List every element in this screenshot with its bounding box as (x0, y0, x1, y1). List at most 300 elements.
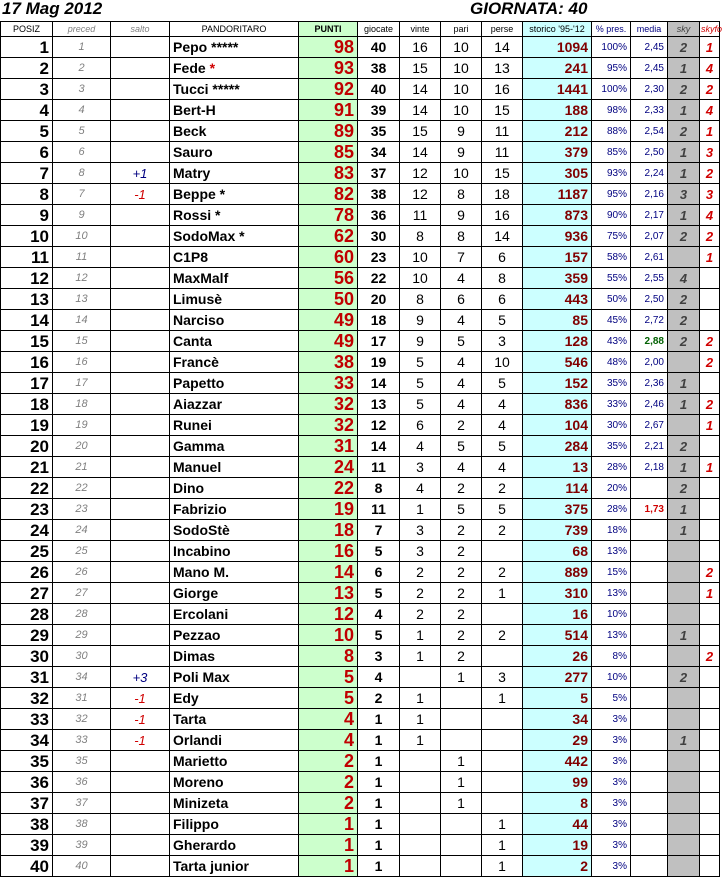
jump-cell (111, 142, 170, 163)
table-row (1, 856, 720, 877)
points-cell: 24 (299, 457, 358, 478)
points-cell: 32 (299, 415, 358, 436)
presence-cell: 35% (592, 373, 631, 394)
sky-cell (668, 583, 700, 604)
storico-cell: 442 (523, 751, 592, 772)
jump-cell (111, 457, 170, 478)
previous-position-cell: 28 (53, 604, 111, 625)
played-cell: 11 (358, 457, 400, 478)
player-name-cell (170, 646, 299, 667)
points-cell: 85 (299, 142, 358, 163)
sky-cell: 1 (668, 394, 700, 415)
player-name-cell (170, 751, 299, 772)
skyfo-cell: 4 (700, 58, 720, 79)
position-cell: 26 (1, 562, 53, 583)
jump-cell (111, 562, 170, 583)
jump-cell (111, 226, 170, 247)
table-row (1, 394, 720, 415)
played-cell: 11 (358, 499, 400, 520)
player-name: Beppe (173, 185, 216, 202)
points-cell: 92 (299, 79, 358, 100)
player-name: Rossi (173, 206, 212, 223)
table-row (1, 58, 720, 79)
sky-cell: 2 (668, 436, 700, 457)
table-row (1, 79, 720, 100)
position-cell: 16 (1, 352, 53, 373)
drawn-cell: 9 (441, 121, 482, 142)
points-cell: 32 (299, 394, 358, 415)
table-row (1, 268, 720, 289)
jump-cell: +3 (111, 667, 170, 688)
jump-cell (111, 793, 170, 814)
position-cell: 15 (1, 331, 53, 352)
col-header-skyfo: skyfo (700, 22, 720, 37)
table-row (1, 37, 720, 58)
won-cell: 15 (400, 121, 441, 142)
points-cell: 62 (299, 226, 358, 247)
table-row (1, 415, 720, 436)
drawn-cell: 2 (441, 520, 482, 541)
played-cell: 36 (358, 205, 400, 226)
storico-cell: 310 (523, 583, 592, 604)
position-cell: 36 (1, 772, 53, 793)
previous-position-cell: 30 (53, 646, 111, 667)
col-header-posiz: POSIZ (1, 22, 53, 37)
points-cell: 49 (299, 331, 358, 352)
played-cell: 4 (358, 667, 400, 688)
points-cell: 78 (299, 205, 358, 226)
average-cell: 2,16 (631, 184, 668, 205)
table-row (1, 667, 720, 688)
lost-cell: 6 (482, 289, 523, 310)
played-cell: 18 (358, 310, 400, 331)
presence-cell: 3% (592, 709, 631, 730)
table-row (1, 646, 720, 667)
lost-cell: 18 (482, 184, 523, 205)
player-name: Fabrizio (173, 500, 227, 517)
drawn-cell (441, 814, 482, 835)
storico-cell: 128 (523, 331, 592, 352)
presence-cell: 85% (592, 142, 631, 163)
won-cell: 1 (400, 625, 441, 646)
presence-cell: 58% (592, 247, 631, 268)
skyfo-cell (700, 499, 720, 520)
sky-cell: 1 (668, 142, 700, 163)
col-header-pres: % pres. (592, 22, 631, 37)
storico-cell: 1441 (523, 79, 592, 100)
presence-cell: 75% (592, 226, 631, 247)
drawn-cell: 1 (441, 751, 482, 772)
presence-cell: 43% (592, 331, 631, 352)
jump-cell (111, 478, 170, 499)
previous-position-cell: 11 (53, 247, 111, 268)
player-name: Canta (173, 332, 212, 349)
points-cell: 56 (299, 268, 358, 289)
sky-cell (668, 793, 700, 814)
lost-cell: 13 (482, 58, 523, 79)
average-cell: 2,50 (631, 142, 668, 163)
previous-position-cell: 9 (53, 205, 111, 226)
position-cell: 10 (1, 226, 53, 247)
storico-cell: 375 (523, 499, 592, 520)
won-cell (400, 835, 441, 856)
sky-cell: 1 (668, 730, 700, 751)
sky-cell: 2 (668, 331, 700, 352)
points-cell: 33 (299, 373, 358, 394)
lost-cell: 15 (482, 163, 523, 184)
col-header-vinte: vinte (400, 22, 441, 37)
player-name: Tarta (173, 710, 207, 727)
points-cell: 1 (299, 856, 358, 877)
average-cell (631, 709, 668, 730)
player-name-cell (170, 457, 299, 478)
position-cell: 11 (1, 247, 53, 268)
presence-cell: 13% (592, 625, 631, 646)
player-name-cell (170, 100, 299, 121)
storico-cell: 29 (523, 730, 592, 751)
storico-cell: 277 (523, 667, 592, 688)
played-cell: 7 (358, 520, 400, 541)
player-name: Tarta junior (173, 857, 249, 874)
sky-cell (668, 415, 700, 436)
position-cell: 27 (1, 583, 53, 604)
won-cell (400, 772, 441, 793)
player-name: Ercolani (173, 605, 229, 622)
presence-cell: 18% (592, 520, 631, 541)
played-cell: 23 (358, 247, 400, 268)
skyfo-cell: 2 (700, 226, 720, 247)
previous-position-cell: 23 (53, 499, 111, 520)
points-cell: 38 (299, 352, 358, 373)
position-cell: 9 (1, 205, 53, 226)
storico-cell: 157 (523, 247, 592, 268)
player-name-cell (170, 373, 299, 394)
sky-cell: 1 (668, 58, 700, 79)
player-name: Tucci (173, 80, 209, 97)
average-cell (631, 562, 668, 583)
position-cell: 30 (1, 646, 53, 667)
storico-cell: 13 (523, 457, 592, 478)
previous-position-cell: 18 (53, 394, 111, 415)
previous-position-cell: 29 (53, 625, 111, 646)
played-cell: 30 (358, 226, 400, 247)
drawn-cell: 2 (441, 415, 482, 436)
lost-cell: 14 (482, 37, 523, 58)
points-cell: 13 (299, 583, 358, 604)
average-cell (631, 856, 668, 877)
played-cell: 39 (358, 100, 400, 121)
player-name-cell (170, 709, 299, 730)
player-name-cell (170, 499, 299, 520)
lost-cell: 5 (482, 373, 523, 394)
jump-cell (111, 583, 170, 604)
table-row (1, 226, 720, 247)
drawn-cell: 9 (441, 205, 482, 226)
average-cell: 2,61 (631, 247, 668, 268)
table-row (1, 730, 720, 751)
drawn-cell: 1 (441, 793, 482, 814)
jump-cell (111, 541, 170, 562)
average-cell: 2,07 (631, 226, 668, 247)
table-row (1, 583, 720, 604)
points-cell: 5 (299, 688, 358, 709)
skyfo-cell: 2 (700, 331, 720, 352)
player-name-cell (170, 331, 299, 352)
drawn-cell: 6 (441, 289, 482, 310)
player-name: MaxMalf (173, 269, 229, 286)
presence-cell: 3% (592, 730, 631, 751)
storico-cell: 889 (523, 562, 592, 583)
lost-cell (482, 793, 523, 814)
storico-cell: 284 (523, 436, 592, 457)
sky-cell (668, 709, 700, 730)
player-name-cell (170, 856, 299, 877)
sky-cell: 1 (668, 100, 700, 121)
skyfo-cell (700, 604, 720, 625)
sky-cell (668, 856, 700, 877)
points-cell: 19 (299, 499, 358, 520)
skyfo-cell: 4 (700, 100, 720, 121)
played-cell: 40 (358, 79, 400, 100)
player-name-cell (170, 268, 299, 289)
table-row (1, 793, 720, 814)
position-cell: 20 (1, 436, 53, 457)
presence-cell: 3% (592, 835, 631, 856)
table-row (1, 499, 720, 520)
average-cell: 2,45 (631, 37, 668, 58)
standings-body (1, 37, 720, 877)
jump-cell: -1 (111, 688, 170, 709)
jump-cell (111, 646, 170, 667)
jump-cell (111, 499, 170, 520)
storico-cell: 152 (523, 373, 592, 394)
lost-cell: 16 (482, 79, 523, 100)
won-cell: 8 (400, 226, 441, 247)
lost-cell (482, 646, 523, 667)
points-cell: 83 (299, 163, 358, 184)
presence-cell: 20% (592, 478, 631, 499)
average-cell (631, 793, 668, 814)
average-cell: 2,45 (631, 58, 668, 79)
header-row (1, 22, 720, 37)
played-cell: 14 (358, 436, 400, 457)
col-header-giocate: giocate (358, 22, 400, 37)
player-name: Mano M. (173, 563, 229, 580)
won-cell (400, 667, 441, 688)
storico-cell: 8 (523, 793, 592, 814)
position-cell: 24 (1, 520, 53, 541)
previous-position-cell: 13 (53, 289, 111, 310)
sky-cell: 2 (668, 310, 700, 331)
sky-cell (668, 835, 700, 856)
player-name: SodoStè (173, 521, 230, 538)
jump-cell (111, 394, 170, 415)
sky-cell: 2 (668, 37, 700, 58)
col-header-punti: PUNTI (299, 22, 358, 37)
player-name-cell (170, 37, 299, 58)
played-cell: 1 (358, 793, 400, 814)
sky-cell: 2 (668, 226, 700, 247)
player-name-cell (170, 541, 299, 562)
storico-cell: 936 (523, 226, 592, 247)
position-cell: 23 (1, 499, 53, 520)
jump-cell: -1 (111, 184, 170, 205)
table-row (1, 625, 720, 646)
jump-cell (111, 604, 170, 625)
table-row (1, 184, 720, 205)
points-cell: 14 (299, 562, 358, 583)
points-cell: 93 (299, 58, 358, 79)
storico-cell: 5 (523, 688, 592, 709)
skyfo-cell: 1 (700, 415, 720, 436)
lost-cell: 1 (482, 688, 523, 709)
drawn-cell (441, 730, 482, 751)
skyfo-cell (700, 856, 720, 877)
player-name: Filippo (173, 815, 219, 832)
player-name: Giorge (173, 584, 219, 601)
storico-cell: 99 (523, 772, 592, 793)
player-stars: ***** (208, 80, 240, 97)
storico-cell: 104 (523, 415, 592, 436)
played-cell: 13 (358, 394, 400, 415)
table-row (1, 121, 720, 142)
jump-cell (111, 310, 170, 331)
player-name: C1P8 (173, 248, 209, 265)
lost-cell: 2 (482, 478, 523, 499)
average-cell: 2,17 (631, 205, 668, 226)
sky-cell: 1 (668, 457, 700, 478)
points-cell: 18 (299, 520, 358, 541)
points-cell: 31 (299, 436, 358, 457)
won-cell: 1 (400, 709, 441, 730)
played-cell: 37 (358, 163, 400, 184)
skyfo-cell: 2 (700, 352, 720, 373)
lost-cell: 8 (482, 268, 523, 289)
won-cell: 3 (400, 457, 441, 478)
storico-cell: 241 (523, 58, 592, 79)
table-row (1, 457, 720, 478)
average-cell (631, 688, 668, 709)
player-name: Dino (173, 479, 205, 496)
storico-cell: 546 (523, 352, 592, 373)
sky-cell: 3 (668, 184, 700, 205)
position-cell: 22 (1, 478, 53, 499)
won-cell: 4 (400, 478, 441, 499)
position-cell: 21 (1, 457, 53, 478)
won-cell: 3 (400, 541, 441, 562)
player-name: Dimas (173, 647, 216, 664)
drawn-cell: 2 (441, 625, 482, 646)
skyfo-cell: 2 (700, 562, 720, 583)
drawn-cell: 2 (441, 562, 482, 583)
player-name-cell (170, 730, 299, 751)
points-cell: 5 (299, 667, 358, 688)
played-cell: 14 (358, 373, 400, 394)
position-cell: 33 (1, 709, 53, 730)
played-cell: 3 (358, 646, 400, 667)
sky-cell: 1 (668, 373, 700, 394)
position-cell: 37 (1, 793, 53, 814)
table-row (1, 562, 720, 583)
drawn-cell: 5 (441, 436, 482, 457)
average-cell: 2,21 (631, 436, 668, 457)
player-name: Narciso (173, 311, 225, 328)
position-cell: 28 (1, 604, 53, 625)
jump-cell (111, 100, 170, 121)
skyfo-cell: 1 (700, 247, 720, 268)
table-row (1, 688, 720, 709)
position-cell: 8 (1, 184, 53, 205)
player-name: Pezzao (173, 626, 221, 643)
won-cell: 2 (400, 583, 441, 604)
skyfo-cell: 2 (700, 646, 720, 667)
storico-cell: 212 (523, 121, 592, 142)
player-name-cell (170, 814, 299, 835)
jump-cell (111, 436, 170, 457)
points-cell: 49 (299, 310, 358, 331)
position-cell: 40 (1, 856, 53, 877)
jump-cell (111, 856, 170, 877)
played-cell: 22 (358, 268, 400, 289)
won-cell: 15 (400, 58, 441, 79)
previous-position-cell: 34 (53, 667, 111, 688)
storico-cell: 85 (523, 310, 592, 331)
player-name: Moreno (173, 773, 224, 790)
sky-cell (668, 772, 700, 793)
sky-cell (668, 562, 700, 583)
presence-cell: 28% (592, 457, 631, 478)
played-cell: 19 (358, 352, 400, 373)
previous-position-cell: 3 (53, 79, 111, 100)
player-stars: ***** (207, 38, 239, 55)
presence-cell: 45% (592, 310, 631, 331)
sky-cell: 2 (668, 478, 700, 499)
presence-cell: 100% (592, 37, 631, 58)
player-name-cell (170, 394, 299, 415)
jump-cell: -1 (111, 709, 170, 730)
position-cell: 13 (1, 289, 53, 310)
col-header-pandoritaro: PANDORITARO (170, 22, 299, 37)
won-cell: 16 (400, 37, 441, 58)
lost-cell: 11 (482, 142, 523, 163)
skyfo-cell (700, 667, 720, 688)
won-cell: 1 (400, 646, 441, 667)
drawn-cell: 10 (441, 37, 482, 58)
drawn-cell: 10 (441, 79, 482, 100)
won-cell: 14 (400, 79, 441, 100)
position-cell: 2 (1, 58, 53, 79)
won-cell: 5 (400, 352, 441, 373)
previous-position-cell: 19 (53, 415, 111, 436)
giornata-label: GIORNATA: 40 (470, 0, 588, 18)
played-cell: 20 (358, 289, 400, 310)
played-cell: 1 (358, 856, 400, 877)
drawn-cell (441, 688, 482, 709)
drawn-cell: 9 (441, 142, 482, 163)
position-cell: 3 (1, 79, 53, 100)
lost-cell (482, 541, 523, 562)
previous-position-cell: 16 (53, 352, 111, 373)
jump-cell (111, 520, 170, 541)
drawn-cell: 4 (441, 394, 482, 415)
player-name: Orlandi (173, 731, 223, 748)
skyfo-cell (700, 751, 720, 772)
presence-cell: 95% (592, 184, 631, 205)
lost-cell (482, 604, 523, 625)
player-name-cell (170, 688, 299, 709)
average-cell: 2,33 (631, 100, 668, 121)
player-name: Fede (173, 59, 206, 76)
